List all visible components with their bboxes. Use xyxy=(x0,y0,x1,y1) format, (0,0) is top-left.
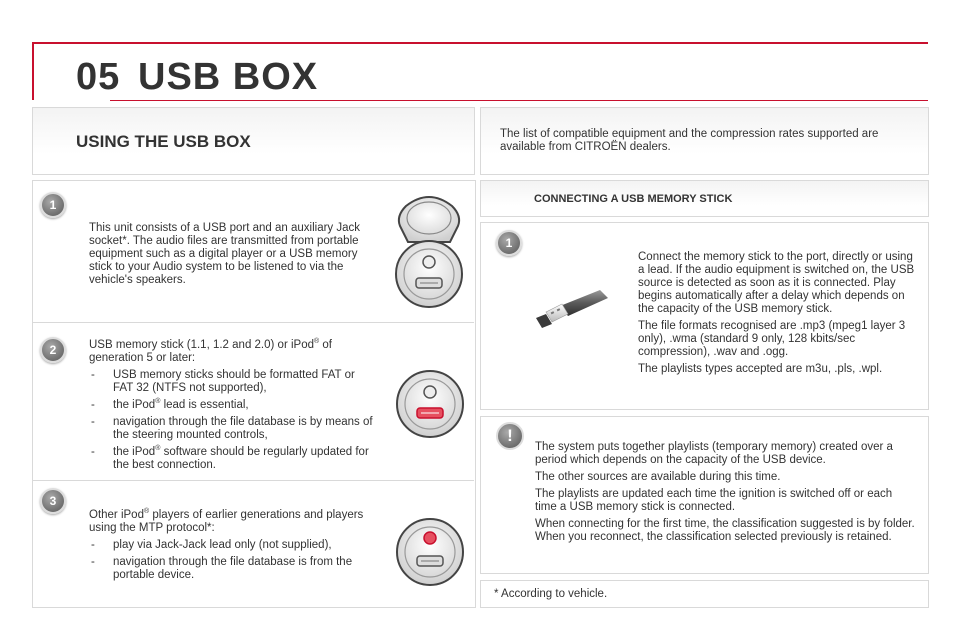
step-3-badge: 3 xyxy=(40,488,66,514)
list-item xyxy=(89,416,374,442)
header-top-rule xyxy=(32,42,928,44)
registered-mark: ® xyxy=(155,445,161,453)
usb-socket-cover-image xyxy=(392,186,466,314)
registered-mark: ® xyxy=(313,338,320,346)
usb-port-highlight-image xyxy=(394,368,466,440)
step-1-badge: 1 xyxy=(40,192,66,218)
list-item-text: USB memory sticks should be formatted FAT or FAT 32 (NTFS not supported), xyxy=(113,369,355,394)
step-3-list xyxy=(89,539,374,582)
section-title: USING THE USB BOX xyxy=(76,132,251,151)
warning-text xyxy=(535,441,917,548)
list-item: - navigation through the file database is from the portable device. xyxy=(89,556,374,582)
connect-paragraph: The file formats recognised are .mp3 (mpeg1 layer 3 only), .wma (standard 9 only, 128 kbits/sec compression), .wav and .ogg. xyxy=(638,320,906,358)
connect-title: CONNECTING A USB MEMORY STICK xyxy=(534,193,733,205)
warning-icon: ! xyxy=(496,422,524,450)
warning-paragraph: When connecting for the first time, the classification suggested is by folder. When you reconnect, the classification selected previously is retained. xyxy=(535,518,915,543)
step-2-badge: 2 xyxy=(40,337,66,363)
page-title: USB BOX xyxy=(138,56,319,98)
list-item: - play via Jack-Jack lead only (not supplied), xyxy=(89,539,374,552)
chapter-number: 05 xyxy=(76,56,121,98)
header-bottom-rule xyxy=(110,100,928,101)
footnote: * According to vehicle. xyxy=(494,588,608,600)
connect-step-badge: 1 xyxy=(496,230,522,256)
step-2-lead xyxy=(89,339,374,365)
intro-text: The list of compatible equipment and the compression rates supported are available from CITROËN dealers. xyxy=(500,128,879,153)
step-3-lead-a: Other iPod xyxy=(89,509,144,521)
list-item-text: the iPod xyxy=(113,446,156,458)
list-item xyxy=(89,446,374,472)
list-item xyxy=(89,399,374,412)
connect-paragraph: The playlists types accepted are m3u, .pls, .wpl. xyxy=(638,363,883,375)
step-2-lead-a: USB memory stick (1.1, 1.2 and 2.0) or iPod xyxy=(89,339,314,351)
list-item-text: software should be regularly updated for the best connection. xyxy=(113,446,369,471)
step-3-text xyxy=(89,509,374,586)
warning-paragraph: The playlists are updated each time the ignition is switched off or each time a USB memory stick is connected. xyxy=(535,488,893,513)
step-2-text xyxy=(89,339,374,476)
jack-socket-highlight-image xyxy=(394,516,466,588)
left-divider-2 xyxy=(32,480,474,481)
warning-paragraph: The other sources are available during this time. xyxy=(535,471,781,483)
registered-mark: ® xyxy=(155,398,161,406)
list-item-text: the iPod xyxy=(113,399,156,411)
list-item-text: navigation through the file database is by means of the steering mounted controls, xyxy=(113,416,373,441)
connect-text xyxy=(638,251,920,380)
step-1-text: This unit consists of a USB port and an auxiliary Jack socket*. The audio files are transmitted from portable equipment such as a digital player or a USB memory stick to your Audio system to be listened to via the vehicle's speakers. xyxy=(89,222,361,286)
step-3-lead-b: players of earlier generations and players using the MTP protocol*: xyxy=(89,509,364,534)
warning-paragraph: The system puts together playlists (temporary memory) created over a period which depends on the capacity of the USB device. xyxy=(535,441,893,466)
list-item-text: lead is essential, xyxy=(160,399,249,411)
step-2-lead-b: of generation 5 or later: xyxy=(89,339,332,364)
registered-mark: ® xyxy=(143,508,150,516)
header-left-rule xyxy=(32,42,34,100)
step-2-list xyxy=(89,369,374,472)
connect-paragraph: Connect the memory stick to the port, directly or using a lead. If the audio equipment is switched on, the USB source is detected as soon as it is connected. Play begins automatically after a delay which depends on the capacity of the USB memory stick. xyxy=(638,251,915,315)
usb-stick-image xyxy=(532,284,612,332)
list-item xyxy=(89,369,374,395)
left-divider-1 xyxy=(32,322,474,323)
step-3-lead xyxy=(89,509,374,535)
